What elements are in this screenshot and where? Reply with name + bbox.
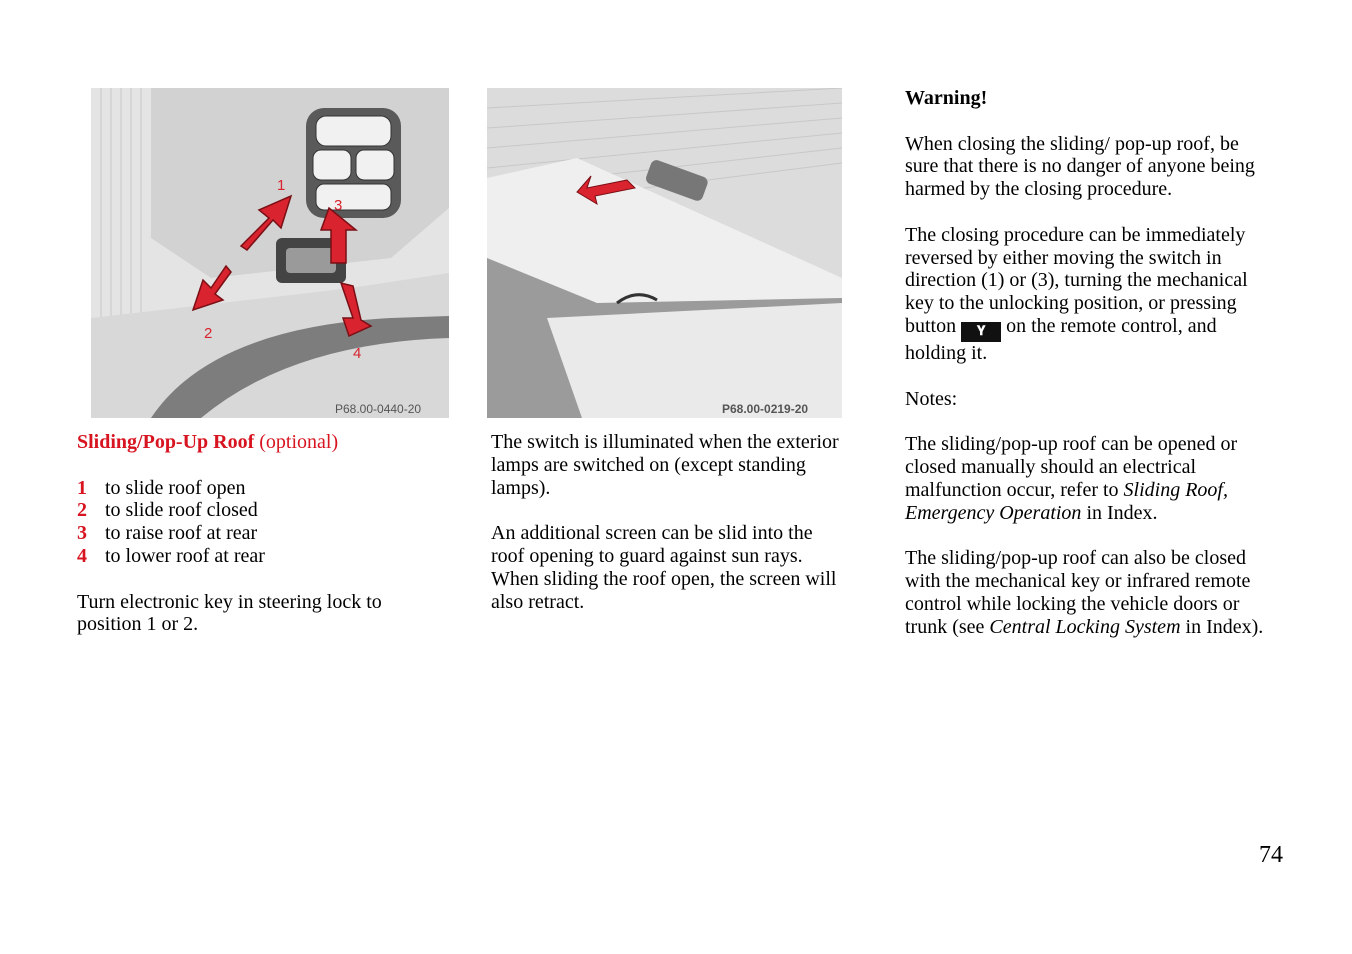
key-position-note: Turn electronic key in steering lock to position 1 or 2. [77,590,382,636]
figure-code: P68.00-0440-20 [335,402,422,416]
legend-item: 1 to slide roof open [77,476,246,499]
illumination-paragraph: The switch is illuminated when the exterior lamps are switched on (except standing lamps). [491,431,839,499]
figure-roof-switch [91,88,449,418]
manual-operation-paragraph: The sliding/pop-up roof can be opened or closed manually should an electrical malfunction occur, refer to Sliding Roof, Emergency Operation in Index. [905,433,1238,524]
callout-2: 2 [204,325,213,342]
callout-1: 1 [277,177,286,194]
warning-title: Warning! [905,87,988,109]
legend-item: 4 to lower roof at rear [77,544,265,567]
legend-item: 3 to raise roof at rear [77,522,258,545]
screen-paragraph: An additional screen can be slid into the roof opening to guard against sun rays. When sliding the roof open, the screen will also retract. [491,522,837,613]
warning-paragraph: When closing the sliding/ pop-up roof, be sure that there is no danger of anyone being harmed by the closing procedure. [905,132,1255,201]
callout-4: 4 [353,345,362,362]
legend-item: 2 to slide roof closed [77,499,258,522]
column-3 [905,87,1270,638]
column-1 [77,431,457,636]
page-number: 74 [1259,842,1283,868]
column-2 [491,431,847,613]
central-locking-paragraph: The sliding/pop-up roof can also be closed with the mechanical key or infrared remote control while locking the vehicle doors or trunk (see Central Locking System in Index). [905,547,1264,638]
section-title: Sliding/Pop-Up Roof (optional) [77,431,339,453]
notes-label: Notes: [905,387,958,410]
reverse-paragraph: The closing procedure can be immediately reversed by either moving the switch in direction (1) or (3), turning the mechanical key to the unlocking position, or pressing button 𝚼 on the remote control, and holding it. [905,223,1248,364]
figure-code: P68.00-0219-20 [722,402,809,416]
unlock-button-icon: 𝚼 [961,322,1001,342]
callout-3: 3 [334,197,343,214]
figure-sunroof-screen [487,88,842,418]
